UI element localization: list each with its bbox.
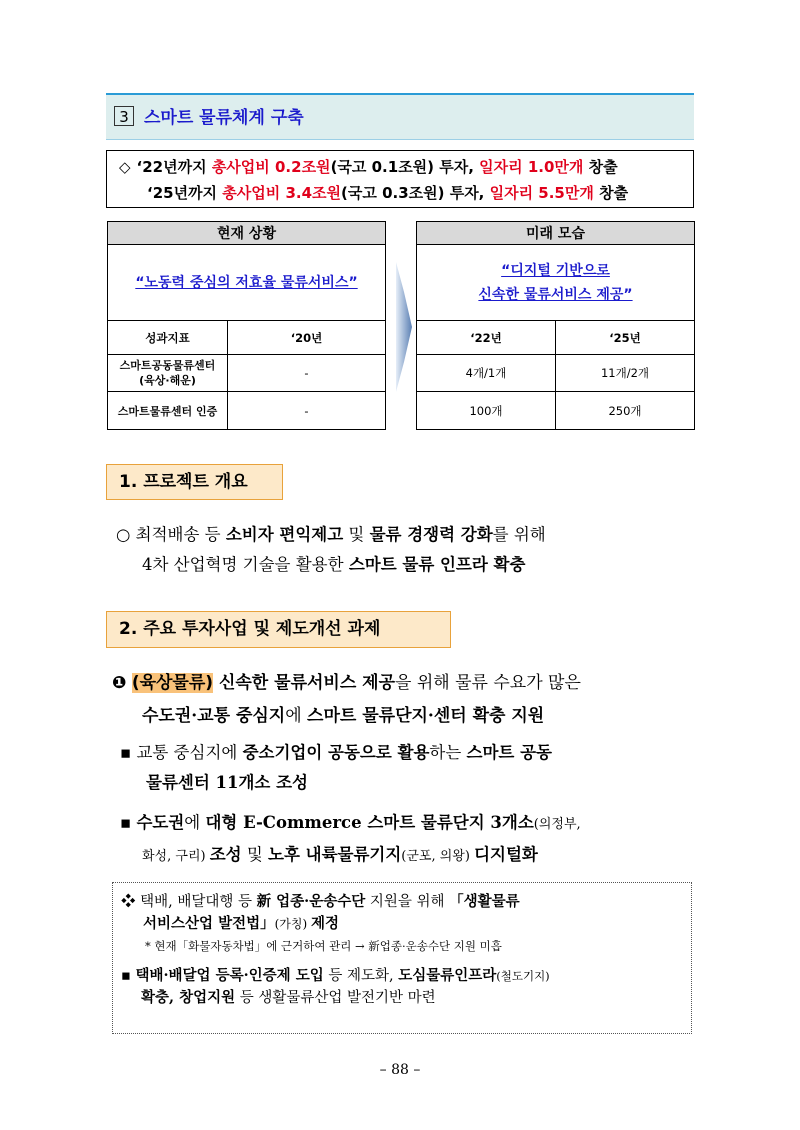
row-value-cert-2022: 100개 [417, 392, 556, 430]
future-vision-line-2: 신속한 물류서비스 제공” [478, 286, 633, 303]
diamond-icon: ◇ [119, 158, 131, 176]
row-value-center-2020: - [228, 355, 386, 392]
note-diamond-icon: ❖ [121, 894, 136, 910]
circle-bullet-icon: ○ [116, 525, 131, 544]
square-bullet-icon: ▪ [120, 813, 132, 832]
col-kpi: 성과지표 [108, 321, 228, 355]
overview-line-1: ○ 최적배송 등 소비자 편익제고 및 물류 경쟁력 강화를 위해 [116, 525, 546, 544]
number-1-icon: ❶ [112, 673, 127, 693]
item1-line-1: ❶ (육상물류) 신속한 물류서비스 제공을 위해 물류 수요가 많은 [112, 673, 581, 693]
current-vision: “노동력 중심의 저효율 물류서비스” [135, 274, 358, 291]
note-line-2: 서비스산업 발전법」(가칭) 제정 [143, 915, 339, 932]
heading-projects: 2. 주요 투자사업 및 제도개선 과제 [106, 611, 451, 648]
sub-item-ecommerce [120, 808, 698, 872]
section-title: 스마트 물류체계 구축 [144, 108, 304, 128]
sub-item-shared-centers [120, 738, 698, 798]
item-land-logistics [112, 667, 697, 733]
future-header: 미래 모습 [417, 222, 695, 245]
land-logistics-tag: (육상물류) [131, 673, 214, 693]
row-value-center-2025: 11개/2개 [556, 355, 695, 392]
section-header [106, 93, 694, 140]
square-bullet-icon: ▪ [121, 968, 131, 984]
row-value-center-2022: 4개/1개 [417, 355, 556, 392]
sub1-line-1: ▪ 교통 중심지에 중소기업이 공동으로 활용하는 스마트 공동 [120, 743, 552, 762]
item1-line-2: 수도권·교통 중심지에 스마트 물류단지·센터 확충 지원 [142, 706, 545, 726]
section-number: 3 [114, 106, 134, 126]
sub2-line-2: 화성, 구리) 조성 및 노후 내륙물류기지(군포, 의왕) 디지털화 [142, 845, 538, 864]
current-table [107, 221, 386, 430]
current-header: 현재 상황 [108, 222, 386, 245]
note-line-3: ▪ 택배·배달업 등록·인증제 도입 등 제도화, 도심물류인프라(철도기지) [121, 967, 550, 984]
row-label-center: 스마트공동물류센터 (육상·해운) [108, 355, 228, 392]
note-footnote: * 현재「화물자동차법」에 근거하여 관리 → 新업종·운송수단 지원 미흡 [145, 939, 502, 953]
future-vision-line-1: “디지털 기반으로 [501, 262, 610, 279]
page-number: – 88 – [379, 1062, 421, 1078]
sub2-line-1: ▪ 수도권에 대형 E-Commerce 스마트 물류단지 3개소(의정부, [120, 813, 581, 832]
row-value-cert-2025: 250개 [556, 392, 695, 430]
summary-box [106, 150, 694, 208]
sub1-line-2: 물류센터 11개소 조성 [146, 773, 308, 792]
future-table [416, 221, 695, 430]
overview-paragraph [116, 520, 696, 580]
transition-arrow-icon [394, 262, 414, 392]
note-content [121, 891, 686, 1009]
row-label-cert: 스마트물류센터 인증 [108, 392, 228, 430]
square-bullet-icon: ▪ [120, 743, 132, 762]
row-value-cert-2020: - [228, 392, 386, 430]
overview-line-2: 4차 산업혁명 기술을 활용한 스마트 물류 인프라 확충 [142, 555, 526, 574]
col-2020: ‘20년 [228, 321, 386, 355]
note-line-1: ❖ 택배, 배달대행 등 新 업종·운송수단 지원을 위해 「생활물류 [121, 893, 520, 910]
col-2022: ‘22년 [417, 321, 556, 355]
col-2025: ‘25년 [556, 321, 695, 355]
note-box [112, 882, 692, 1034]
summary-line-1: ◇ ‘22년까지 총사업비 0.2조원(국고 0.1조원) 투자, 일자리 1.0만개 창출 [119, 158, 618, 176]
summary-line-2: ‘25년까지 총사업비 3.4조원(국고 0.3조원) 투자, 일자리 5.5만개 창출 [147, 184, 629, 202]
note-line-4: 확충, 창업지원 등 생활물류산업 발전기반 마련 [141, 989, 436, 1006]
heading-overview: 1. 프로젝트 개요 [106, 464, 283, 500]
